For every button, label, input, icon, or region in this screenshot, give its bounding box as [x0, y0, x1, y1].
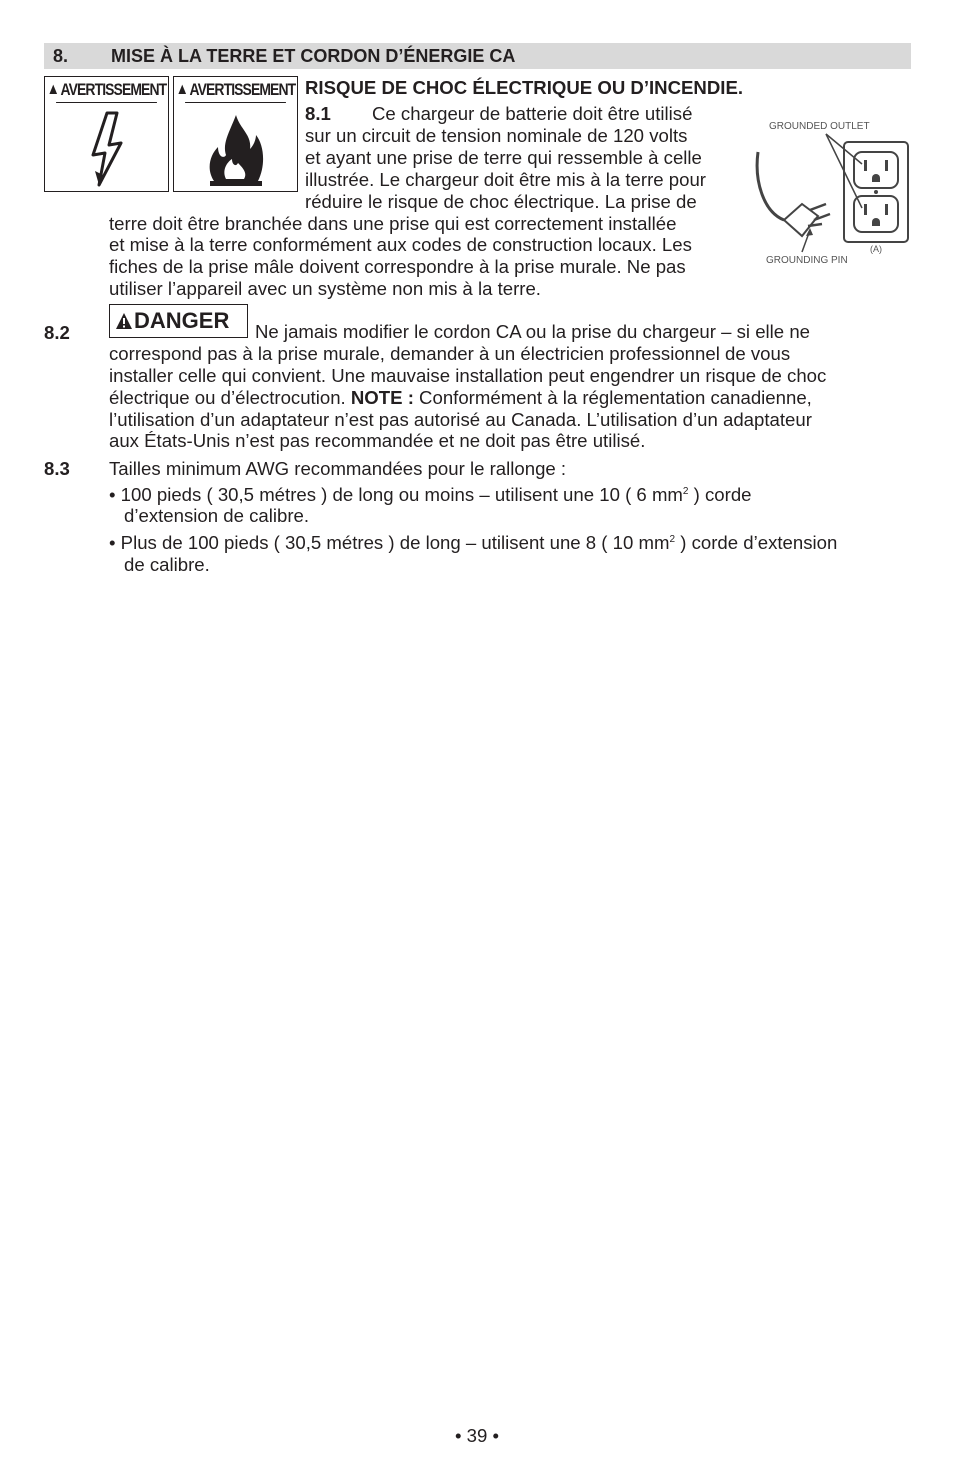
item-8-1-line: Ce chargeur de batterie doit être utilisé: [372, 103, 693, 124]
warning-label: ▲ AVERTISSEMENT: [185, 77, 286, 103]
item-8-1-line: utiliser l’appareil avec un système non mis à la terre.: [109, 278, 541, 299]
warning-box-fire: [173, 76, 298, 192]
item-8-1-line: sur un circuit de tension nominale de 120 volts: [305, 125, 688, 146]
bullet-item: • Plus de 100 pieds ( 30,5 métres ) de long – utilisent une 8 ( 10 $mm^2$ ) corde d’extension: [109, 532, 838, 553]
risk-heading: RISQUE DE CHOC ÉLECTRIQUE OU D’INCENDIE.: [305, 77, 744, 98]
page-number: • 39 •: [454, 1425, 500, 1446]
outlet-label: GROUNDED OUTLET: [769, 121, 870, 132]
bullet-item-continuation: d’extension de calibre.: [124, 505, 310, 526]
section-number: 8.: [53, 46, 69, 66]
item-8-2-line: électrique ou d’électrocution. NOTE : Conformément à la réglementation canadienne,: [109, 387, 812, 408]
warning-triangle-icon: [115, 312, 133, 330]
electric-shock-icon: [85, 109, 129, 189]
item-8-1-line: réduire le risque de choc électrique. La prise de: [305, 191, 697, 212]
warning-triangle-icon: ▲: [46, 80, 59, 98]
grounded-outlet-figure: [754, 112, 914, 272]
item-8-3-intro: Tailles minimum AWG recommandées pour le rallonge :: [109, 458, 567, 479]
warning-box-shock: [44, 76, 169, 192]
bullet-item: • 100 pieds ( 30,5 métres ) de long ou moins – utilisent une 10 ( 6 $mm^2$ ) corde: [109, 484, 752, 505]
item-8-2-line: correspond pas à la prise murale, demander à un électricien professionnel de vous: [109, 343, 791, 364]
danger-label: DANGER: [134, 308, 230, 333]
item-8-2-line: l’utilisation d’un adaptateur n’est pas autorisé au Canada. L’utilisation d’un adaptateur: [109, 409, 812, 430]
danger-badge: [109, 304, 248, 338]
section-header: [44, 43, 911, 69]
outlet-plug-drawing: [754, 112, 914, 272]
item-8-1-line: et ayant une prise de terre qui ressemble à celle: [305, 147, 702, 168]
item-8-1-number: 8.1: [305, 103, 331, 124]
item-8-1-line: illustrée. Le chargeur doit être mis à la terre pour: [305, 169, 706, 190]
item-8-2-line: Ne jamais modifier le cordon CA ou la prise du chargeur – si elle ne: [255, 321, 810, 342]
item-8-2-number: 8.2: [44, 322, 70, 343]
note-label: NOTE :: [350, 387, 414, 408]
warning-label: ▲ AVERTISSEMENT: [56, 77, 157, 103]
section-title: MISE À LA TERRE ET CORDON D’ÉNERGIE CA: [111, 46, 516, 66]
item-8-2-line: aux États-Unis n’est pas recommandée et ne doit pas être utilisé.: [109, 430, 646, 451]
item-8-1-line: fiches de la prise mâle doivent correspondre à la prise murale. Ne pas: [109, 256, 686, 277]
warning-triangle-icon: ▲: [175, 80, 188, 98]
reference-label: (A): [870, 244, 882, 254]
fire-icon: [204, 109, 268, 189]
item-8-2-line: installer celle qui convient. Une mauvaise installation peut engendrer un risque de choc: [109, 365, 827, 386]
item-8-1-line: et mise à la terre conformément aux codes de construction locaux. Les: [109, 234, 692, 255]
bullet-item-continuation: de calibre.: [124, 554, 210, 575]
item-8-1-line: terre doit être branchée dans une prise qui est correctement installée: [109, 213, 677, 234]
pin-label: GROUNDING PIN: [766, 255, 848, 266]
item-8-3-number: 8.3: [44, 458, 70, 479]
